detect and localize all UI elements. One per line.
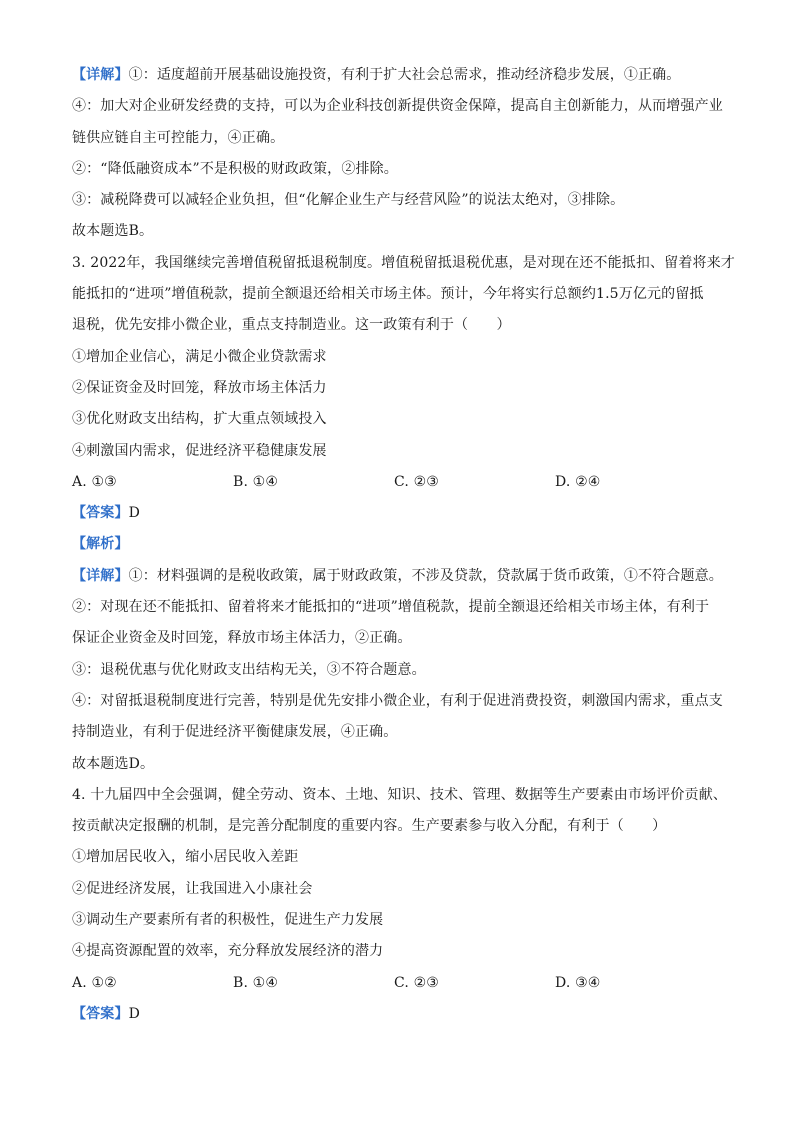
q3-answer-value: D xyxy=(128,505,140,522)
q4-stem-line2: 按贡献决定报酬的机制，是完善分配制度的重要内容。生产要素参与收入分配，有利于（ ） xyxy=(72,818,667,835)
q4-option-c: C. ②③ xyxy=(394,974,439,991)
q4-stem-line1: 4. 十九届四中全会强调，健全劳动、资本、土地、知识、技术、管理、数据等生产要素由市场评价贡献、 xyxy=(72,786,728,803)
answer-tag: 【答案】 xyxy=(72,1005,129,1022)
q4-item-2: ②促进经济发展，让我国进入小康社会 xyxy=(72,880,313,897)
q3-detail-3: ③：退税优惠与优化财政支出结构无关，③不符合题意。 xyxy=(72,661,426,678)
detail-tag: 【详解】 xyxy=(72,67,129,83)
q3-detail-1: 【详解】①：材料强调的是税收政策，属于财政政策，不涉及贷款，贷款属于货币政策，①不符合题意。 xyxy=(72,567,723,584)
q2-detail-4-line2: 链供应链自主可控能力，④正确。 xyxy=(72,129,285,146)
q3-detail-4-line2: 持制造业，有利于促进经济平衡健康发展，④正确。 xyxy=(72,724,398,741)
detail-tag: 【详解】 xyxy=(72,567,129,584)
q3-detail-4-line1: ④：对留抵退税制度进行完善，特别是优先安排小微企业，有利于促进消费投资，刺激国内需求，重点支 xyxy=(72,692,723,709)
q4-option-a: A. ①② xyxy=(72,974,117,991)
answer-tag: 【答案】 xyxy=(72,505,129,522)
q2-detail-2: ②：“降低融资成本”不是积极的财政政策，②排除。 xyxy=(72,160,398,177)
analysis-tag: 【解析】 xyxy=(72,536,129,553)
q3-analysis-heading xyxy=(72,529,722,560)
document-page xyxy=(72,60,735,1030)
q3-item-2: ②保证资金及时回笼，释放市场主体活力 xyxy=(72,379,327,396)
q3-option-d: D. ②④ xyxy=(555,473,601,490)
q4-option-d: D. ③④ xyxy=(555,974,601,991)
q3-conclusion: 故本题选D。 xyxy=(72,755,155,772)
q4-answer xyxy=(72,999,722,1030)
q3-item-1: ①增加企业信心，满足小微企业贷款需求 xyxy=(72,348,327,365)
q3-stem-line3: 退税，优先安排小微企业，重点支持制造业。这一政策有利于（ ） xyxy=(72,317,511,334)
q4-options xyxy=(72,968,722,999)
q3-option-b: B. ①④ xyxy=(233,473,279,490)
q2-detail-3: ③：减税降费可以减轻企业负担，但“化解企业生产与经营风险”的说法太绝对，③排除。 xyxy=(72,192,625,209)
q4-item-1: ①增加居民收入，缩小居民收入差距 xyxy=(72,849,299,866)
q3-detail-2-line1: ②：对现在还不能抵扣、留着将来才能抵扣的“进项”增值税款，提前全额退还给相关市场主体，有利于 xyxy=(72,599,710,616)
q4-item-3: ③调动生产要素所有者的积极性，促进生产力发展 xyxy=(72,912,384,929)
q2-detail-1: 【详解】①：适度超前开展基础设施投资，有利于扩大社会总需求，推动经济稳步发展，①正确。 xyxy=(72,67,681,83)
q3-answer xyxy=(72,498,722,529)
q3-item-4: ④刺激国内需求，促进经济平稳健康发展 xyxy=(72,442,327,459)
q2-conclusion: 故本题选B。 xyxy=(72,223,154,240)
q3-options xyxy=(72,467,722,498)
q3-detail-2-line2: 保证企业资金及时回笼，释放市场主体活力，②正确。 xyxy=(72,630,412,647)
q3-option-c: C. ②③ xyxy=(394,473,439,490)
q3-stem-line1: 3. 2022年，我国继续完善增值税留抵退税制度。增值税留抵退税优惠，是对现在还不能抵扣、留着将来才 xyxy=(72,254,735,271)
q4-item-4: ④提高资源配置的效率，充分释放发展经济的潜力 xyxy=(72,943,384,960)
q3-stem-line2: 能抵扣的“进项”增值税款，提前全额退还给相关市场主体。预计，今年将实行总额约1.5万亿元的留抵 xyxy=(72,286,704,303)
q2-detail-4-line1: ④：加大对企业研发经费的支持，可以为企业科技创新提供资金保障，提高自主创新能力，从而增强产业 xyxy=(72,98,723,115)
q3-item-3: ③优化财政支出结构，扩大重点领域投入 xyxy=(72,411,327,428)
q4-option-b: B. ①④ xyxy=(233,974,279,991)
q3-option-a: A. ①③ xyxy=(72,473,117,490)
q4-answer-value: D xyxy=(128,1005,140,1022)
